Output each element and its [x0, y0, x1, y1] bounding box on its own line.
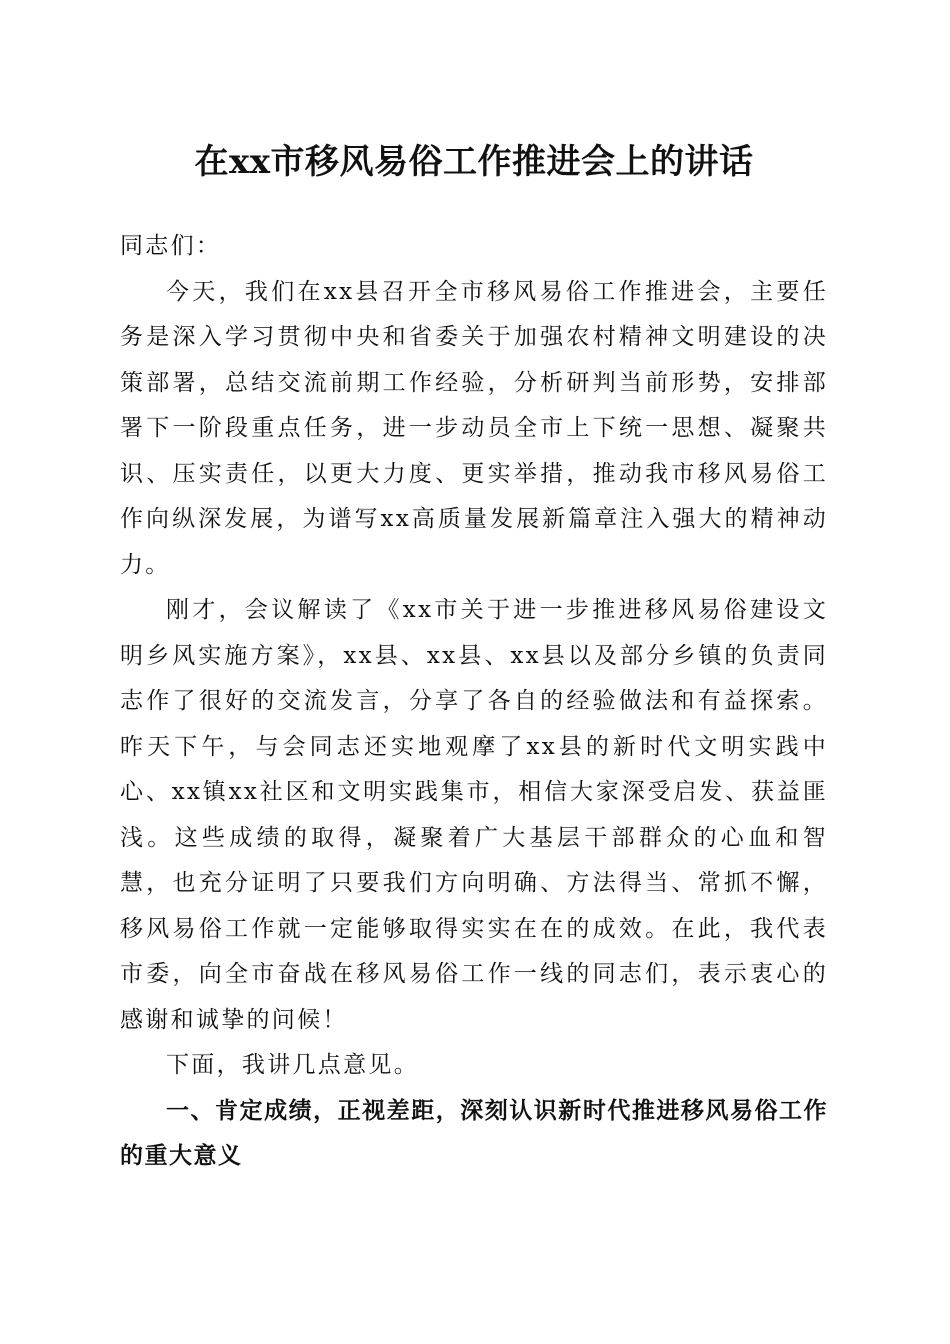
section-heading: 一、肯定成绩，正视差距，深刻认识新时代推进移风易俗工作的重大意义	[120, 1097, 828, 1169]
salutation: 同志们：	[120, 233, 222, 259]
document-title: 在xx市移风易俗工作推进会上的讲话	[194, 142, 754, 182]
paragraph-transition: 下面，我讲几点意见。	[166, 1052, 419, 1078]
document-body	[120, 224, 828, 1180]
paragraph-opening: 今天，我们在xx县召开全市移风易俗工作推进会，主要任务是深入学习贯彻中央和省委关于加强农村精神文明建设的决策部署，总结交流前期工作经验，分析研判当前形势，安排部署下一阶段重点任务，进一步动员全市上下统一思想、凝聚共识、压实责任，以更大力度、更实举措，推动我市移风易俗工作向纵深发展，为谱写xx高质量发展新篇章注入强大的精神动力。	[120, 278, 828, 578]
paragraph-achievements: 刚才，会议解读了《xx市关于进一步推进移风易俗建设文明乡风实施方案》，xx县、xx县、xx县以及部分乡镇的负责同志作了很好的交流发言，分享了各自的经验做法和有益探索。昨天下午，与会同志还实地观摩了xx县的新时代文明实践中心、xx镇xx社区和文明实践集市，相信大家深受启发、获益匪浅。这些成绩的取得，凝聚着广大基层干部群众的心血和智慧，也充分证明了只要我们方向明确、方法得当、常抓不懈，移风易俗工作就一定能够取得实实在在的成效。在此，我代表市委，向全市奋战在移风易俗工作一线的同志们，表示衷心的感谢和诚挚的问候！	[120, 597, 828, 1033]
